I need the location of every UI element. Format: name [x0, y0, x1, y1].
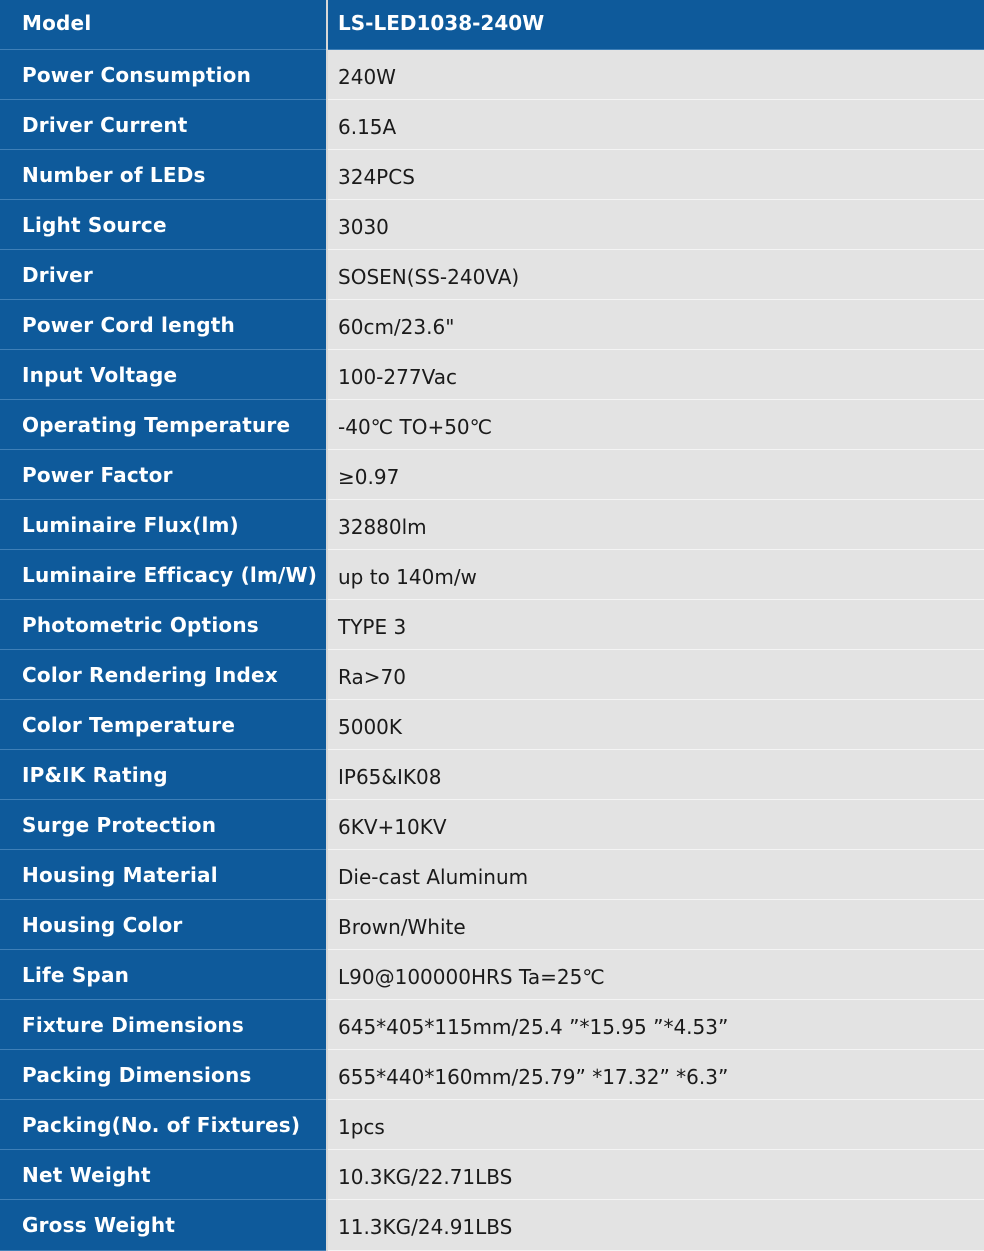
spec-label: Color Rendering Index: [0, 650, 326, 700]
spec-label: Photometric Options: [0, 600, 326, 650]
spec-value: L90@100000HRS Ta=25℃: [328, 950, 984, 1000]
table-row: [0, 450, 984, 500]
header-label: Model: [0, 0, 326, 50]
spec-label: Gross Weight: [0, 1200, 326, 1251]
model-value: LS-LED1038-240W: [328, 0, 984, 50]
table-row: [0, 550, 984, 600]
spec-label: Life Span: [0, 950, 326, 1000]
spec-label: Packing Dimensions: [0, 1050, 326, 1100]
table-row: [0, 400, 984, 450]
spec-label: Housing Material: [0, 850, 326, 900]
table-row: [0, 350, 984, 400]
table-row: [0, 300, 984, 350]
table-row: [0, 50, 984, 100]
spec-value: 6KV+10KV: [328, 800, 984, 850]
spec-label: Power Consumption: [0, 50, 326, 100]
spec-label: Power Cord length: [0, 300, 326, 350]
spec-value: Die-cast Aluminum: [328, 850, 984, 900]
table-row: [0, 700, 984, 750]
table-row: [0, 150, 984, 200]
spec-value: 60cm/23.6": [328, 300, 984, 350]
table-row: [0, 800, 984, 850]
spec-label: IP&IK Rating: [0, 750, 326, 800]
table-row: [0, 500, 984, 550]
spec-value: 6.15A: [328, 100, 984, 150]
spec-value: 10.3KG/22.71LBS: [328, 1150, 984, 1200]
table-row: [0, 1150, 984, 1200]
table-row: [0, 1050, 984, 1100]
spec-value: up to 140m/w: [328, 550, 984, 600]
table-row: [0, 850, 984, 900]
spec-value: 3030: [328, 200, 984, 250]
spec-value: 324PCS: [328, 150, 984, 200]
spec-value: ≥0.97: [328, 450, 984, 500]
table-row: [0, 600, 984, 650]
spec-label: Power Factor: [0, 450, 326, 500]
spec-label: Color Temperature: [0, 700, 326, 750]
spec-label: Luminaire Efficacy (lm/W): [0, 550, 326, 600]
table-row: [0, 1000, 984, 1050]
table-row: [0, 1100, 984, 1150]
spec-label: Fixture Dimensions: [0, 1000, 326, 1050]
spec-value: Ra>70: [328, 650, 984, 700]
table-row: [0, 200, 984, 250]
spec-value: 645*405*115mm/25.4 ”*15.95 ”*4.53”: [328, 1000, 984, 1050]
spec-label: Net Weight: [0, 1150, 326, 1200]
table-row: [0, 100, 984, 150]
spec-label: Luminaire Flux(lm): [0, 500, 326, 550]
spec-label: Driver Current: [0, 100, 326, 150]
spec-value: 32880lm: [328, 500, 984, 550]
spec-value: 11.3KG/24.91LBS: [328, 1200, 984, 1251]
spec-label: Surge Protection: [0, 800, 326, 850]
table-row: [0, 1200, 984, 1251]
spec-value: IP65&IK08: [328, 750, 984, 800]
spec-value: 655*440*160mm/25.79” *17.32” *6.3”: [328, 1050, 984, 1100]
table-row: [0, 650, 984, 700]
spec-value: 1pcs: [328, 1100, 984, 1150]
spec-label: Packing(No. of Fixtures): [0, 1100, 326, 1150]
table-row: [0, 250, 984, 300]
spec-value: TYPE 3: [328, 600, 984, 650]
spec-value: Brown/White: [328, 900, 984, 950]
spec-label: Housing Color: [0, 900, 326, 950]
spec-label: Driver: [0, 250, 326, 300]
spec-label: Operating Temperature: [0, 400, 326, 450]
spec-value: 5000K: [328, 700, 984, 750]
spec-label: Light Source: [0, 200, 326, 250]
spec-label: Input Voltage: [0, 350, 326, 400]
spec-value: 240W: [328, 50, 984, 100]
table-header-row: [0, 0, 984, 50]
spec-label: Number of LEDs: [0, 150, 326, 200]
table-row: [0, 750, 984, 800]
spec-value: 100-277Vac: [328, 350, 984, 400]
spec-value: SOSEN(SS-240VA): [328, 250, 984, 300]
table-row: [0, 950, 984, 1000]
table-row: [0, 900, 984, 950]
spec-value: -40℃ TO+50℃: [328, 400, 984, 450]
